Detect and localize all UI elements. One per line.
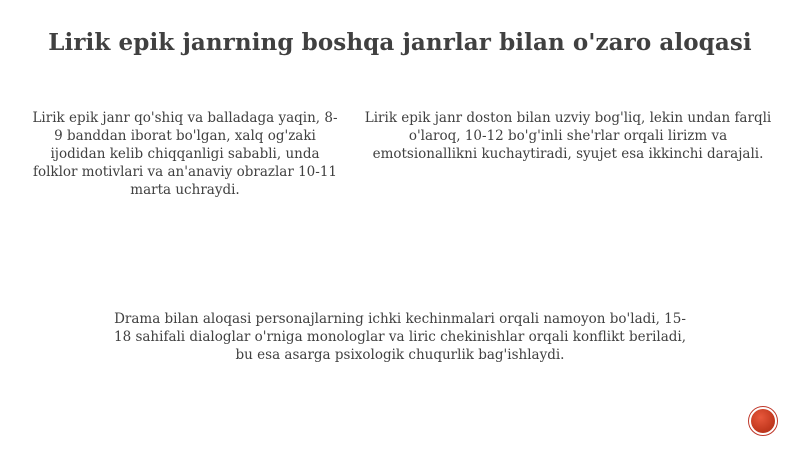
text-block-left: Lirik epik janr qo'shiq va balladaga yaqin, 8-9 banddan iborat bo'lgan, xalq og'zaki ijodidan kelib chiqqanligi sababli, unda folklor motivlari va an'anaviy obrazlar 10-11 marta uchraydi.: [32, 110, 338, 198]
text-block-bottom: Drama bilan aloqasi personajlarning ichki kechinmalari orqali namoyon bo'ladi, 15-18 sahifali dialoglar o'rniga monologlar va liric chekinishlar orqali konflikt beriladi, bu esa asarga psixologik chuqurlik bag'ishlaydi.: [113, 311, 687, 363]
text-block-right: Lirik epik janr doston bilan uzviy bog'liq, lekin undan farqli o'laroq, 10-12 bo'g'inli she'rlar orqali lirizm va emotsionallikni kuchaytiradi, syujet esa ikkinchi darajali.: [364, 110, 772, 162]
next-slide-button[interactable]: [748, 406, 778, 436]
red-circle-icon: [751, 409, 775, 433]
slide-title: Lirik epik janrning boshqa janrlar bilan o'zaro aloqasi: [48, 29, 752, 56]
